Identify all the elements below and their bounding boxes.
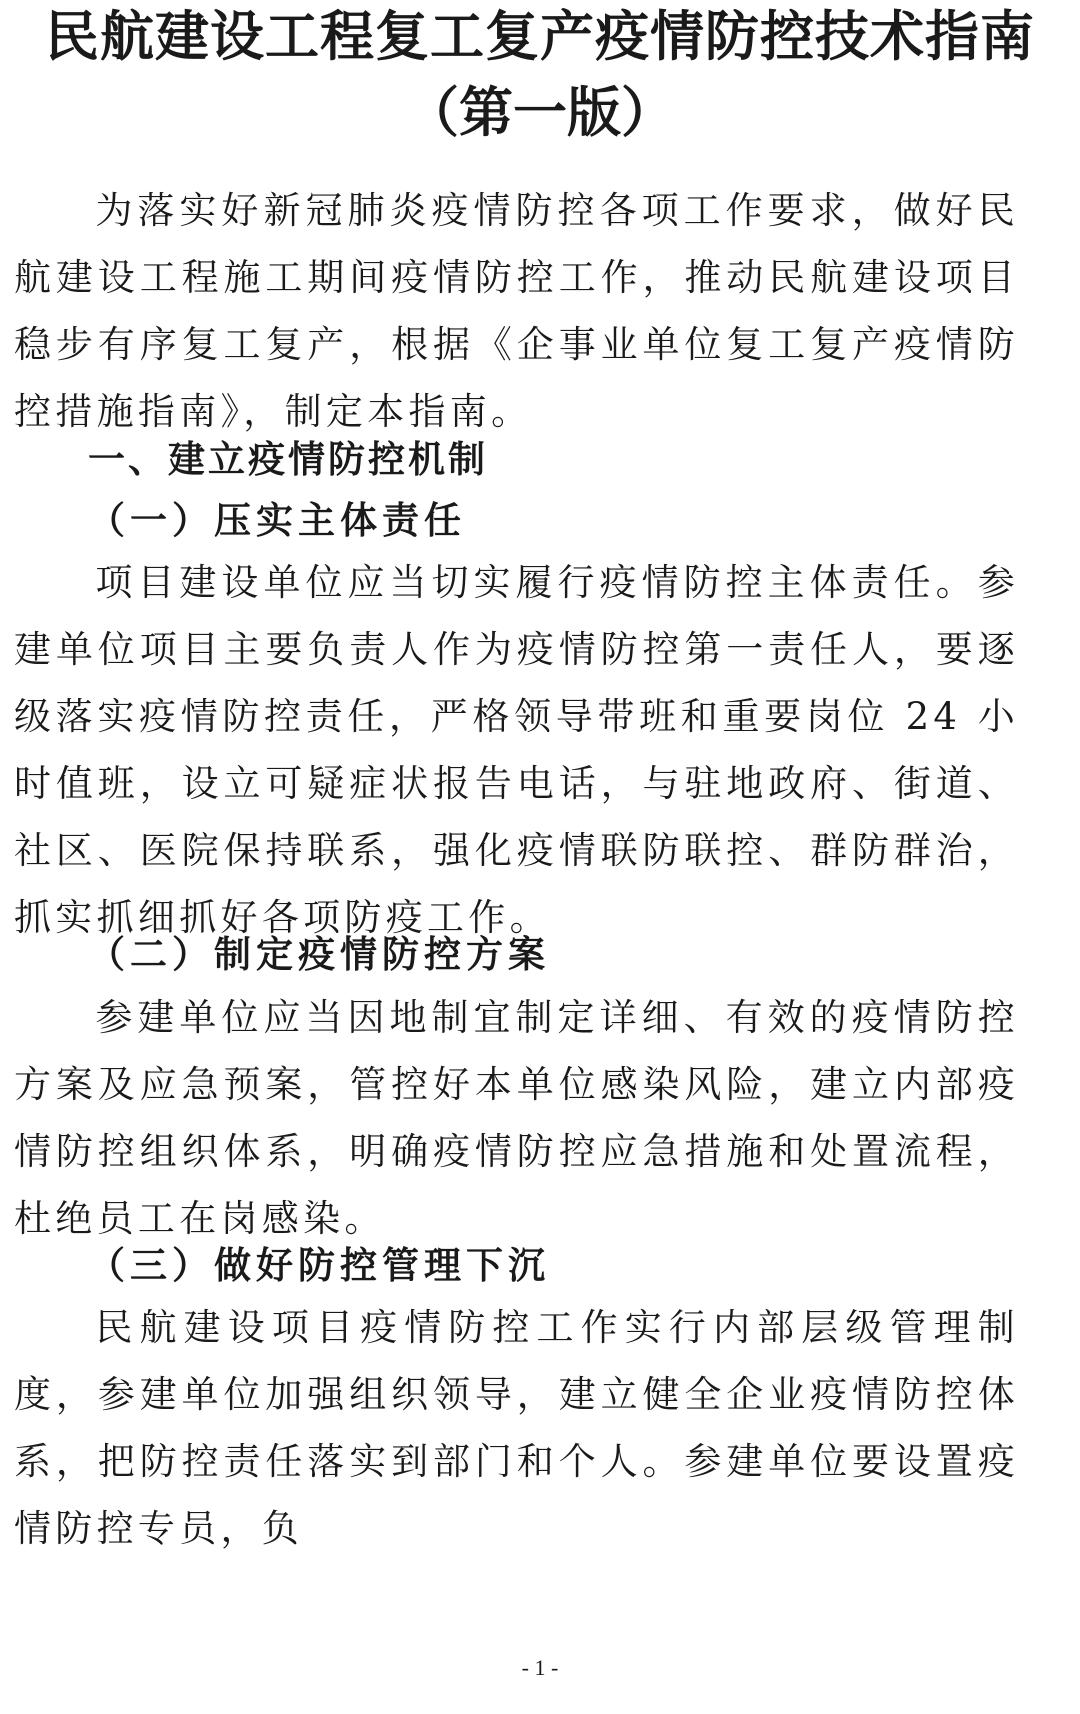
subsection-3-paragraph: 民航建设项目疫情防控工作实行内部层级管理制度，参建单位加强组织领导，建立健全企业疫情防控体系，把防控责任落实到部门和个人。参建单位要设置疫情防控专员，负 xyxy=(14,1306,1019,1550)
section-heading-1: 一、建立疫情防控机制 xyxy=(88,438,488,481)
subsection-2-paragraph: 参建单位应当因地制宜制定详细、有效的疫情防控方案及应急预案，管控好本单位感染风险，建立内部疫情防控组织体系，明确疫情防控应急措施和处置流程，杜绝员工在岗感染。 xyxy=(14,996,1019,1240)
document-title: 民航建设工程复工复产疫情防控技术指南 xyxy=(45,4,1035,68)
subsection-heading-1: （一）压实主体责任 xyxy=(88,498,466,542)
subsection-1-paragraph: 项目建设单位应当切实履行疫情防控主体责任。参建单位项目主要负责人作为疫情防控第一责任人，要逐级落实疫情防控责任，严格领导带班和重要岗位 24 小时值班，设立可疑症状报告电话，与驻地政府、街道、社区、医院保持联系，强化疫情联防联控、群防群治，抓实抓细抓好各项防疫工作。 xyxy=(14,561,1019,939)
subsection-heading-2: （二）制定疫情防控方案 xyxy=(88,932,550,976)
intro-paragraph: 为落实好新冠肺炎疫情防控各项工作要求，做好民航建设工程施工期间疫情防控工作，推动民航建设项目稳步有序复工复产，根据《企事业单位复工复产疫情防控措施指南》，制定本指南。 xyxy=(14,189,1019,433)
page-number: - 1 - xyxy=(521,1655,559,1680)
subsection-heading-3: （三）做好防控管理下沉 xyxy=(88,1243,550,1287)
document-edition: （第一版） xyxy=(405,80,675,144)
